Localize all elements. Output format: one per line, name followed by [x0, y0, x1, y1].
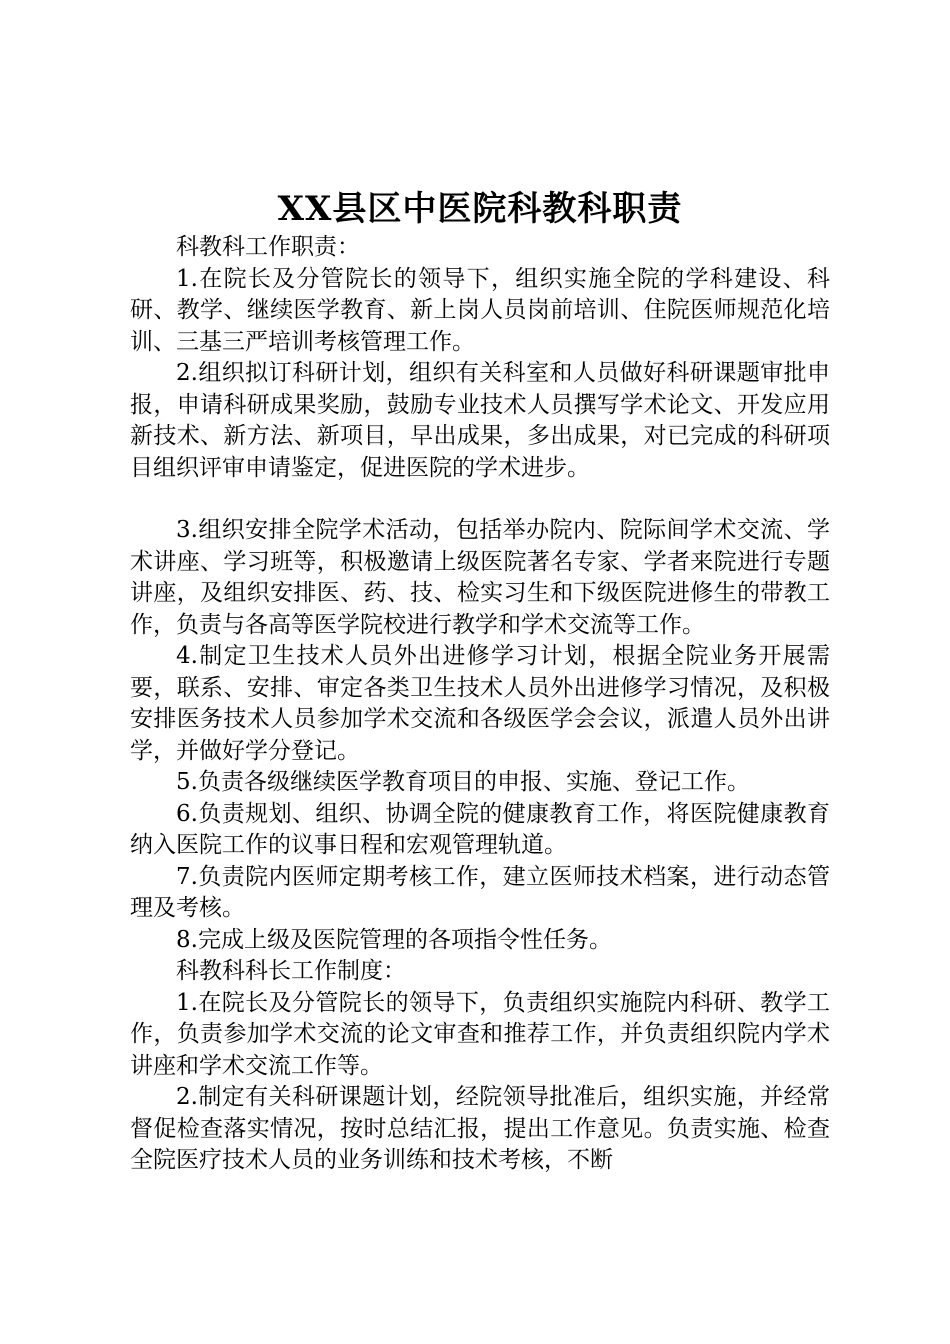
document-title: XX县区中医院科教科职责 — [277, 189, 683, 229]
paragraph-director-2: 2.制定有关科研课题计划，经院领导批准后，组织实施，并经常督促检查落实情况，按时总结汇报，提出工作意见。负责实施、检查全院医疗技术人员的业务训练和技术考核，不断 — [130, 1084, 830, 1173]
document-body — [130, 232, 830, 1177]
paragraph-duty-6: 6.负责规划、组织、协调全院的健康教育工作，将医院健康教育纳入医院工作的议事日程和宏观管理轨道。 — [130, 800, 830, 858]
paragraph-director-1: 1.在院长及分管院长的领导下，负责组织实施院内科研、教学工作，负责参加学术交流的论文审查和推荐工作，并负责组织院内学术讲座和学术交流工作等。 — [130, 989, 830, 1079]
paragraph-director-heading: 科教科科长工作制度： — [176, 958, 406, 984]
paragraph-duty-4: 4.制定卫生技术人员外出进修学习计划，根据全院业务开展需要，联系、安排、审定各类卫生技术人员外出进修学习情况，及积极安排医务技术人员参加学术交流和各级医学会会议，派遣人员外出讲学，并做好学分登记。 — [130, 643, 830, 764]
paragraph-duty-2: 2.组织拟订科研计划，组织有关科室和人员做好科研课题审批申报，申请科研成果奖励，鼓励专业技术人员撰写学术论文、开发应用新技术、新方法、新项目，早出成果，多出成果，对已完成的科研项目组织评审申请鉴定，促进医院的学术进步。 — [130, 360, 830, 481]
paragraph-duty-8: 8.完成上级及医院管理的各项指令性任务。 — [176, 926, 612, 953]
paragraph-duty-heading: 科教科工作职责： — [176, 234, 360, 260]
paragraph-duty-5: 5.负责各级继续医学教育项目的申报、实施、登记工作。 — [176, 769, 750, 795]
document-page — [130, 186, 830, 1177]
paragraph-duty-7: 7.负责院内医师定期考核工作，建立医师技术档案，进行动态管理及考核。 — [130, 863, 830, 921]
paragraph-duty-1: 1.在院长及分管院长的领导下，组织实施全院的学科建设、科研、教学、继续医学教育、新上岗人员岗前培训、住院医师规范化培训、三基三严培训考核管理工作。 — [130, 265, 830, 355]
paragraph-duty-3: 3.组织安排全院学术活动，包括举办院内、院际间学术交流、学术讲座、学习班等，积极邀请上级医院著名专家、学者来院进行专题讲座，及组织安排医、药、技、检实习生和下级医院进修生的带教工作，负责与各高等医学院校进行教学和学术交流等工作。 — [130, 517, 830, 638]
